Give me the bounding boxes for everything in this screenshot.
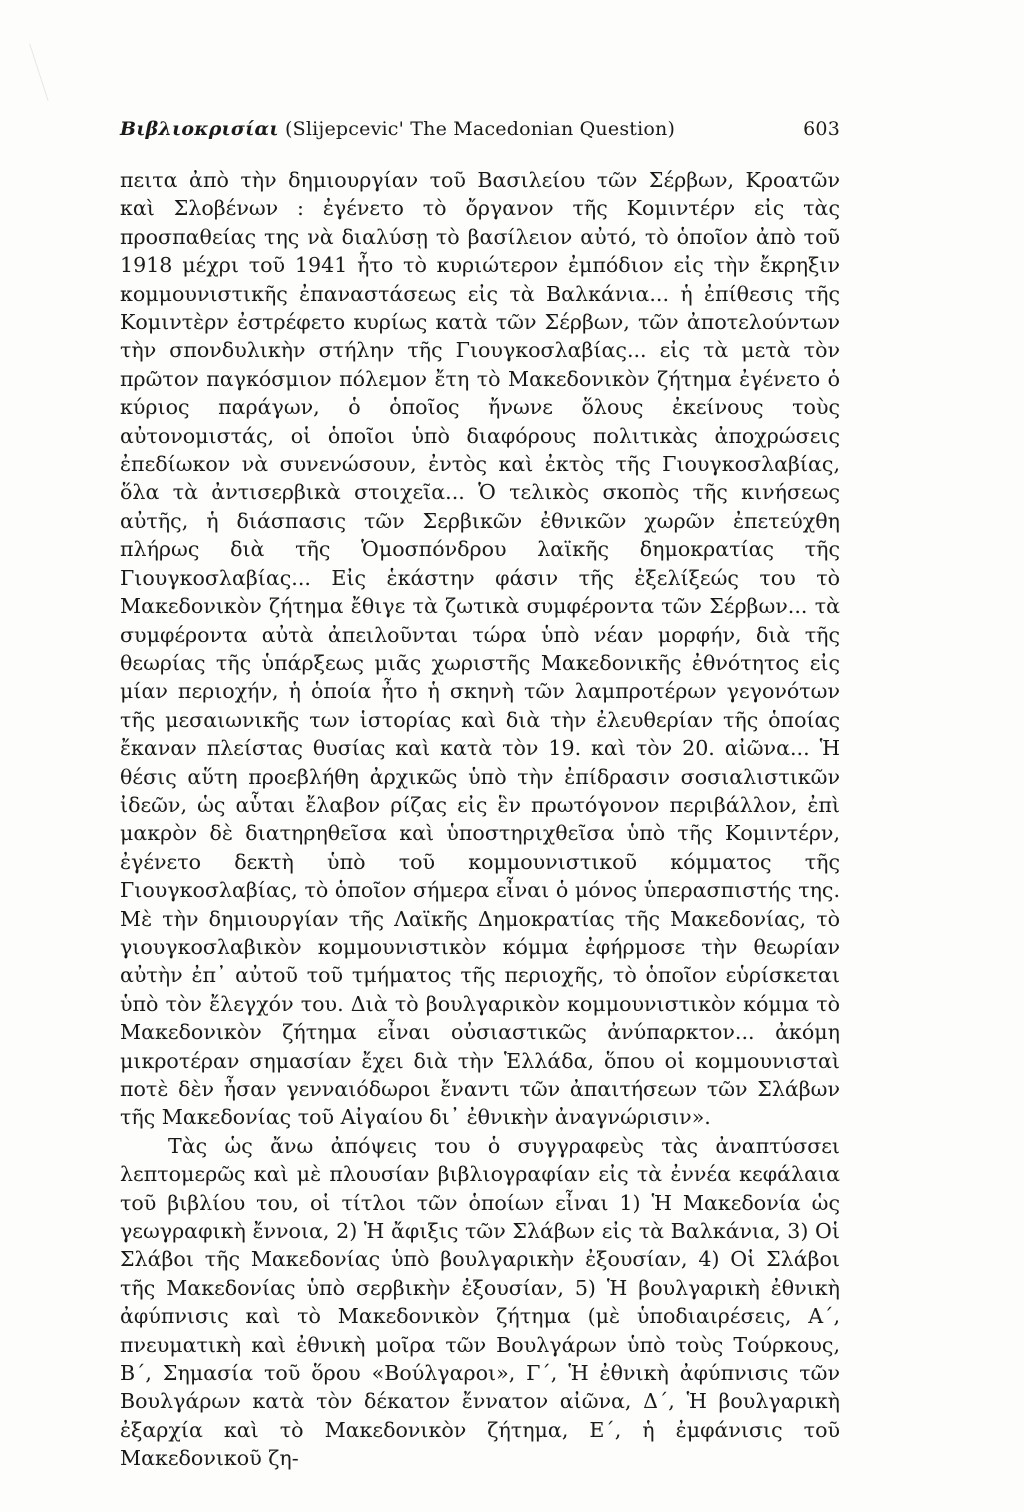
scan-artifact — [29, 39, 62, 101]
header-book-reference: (Slijepcevic' The Macedonian Question) — [285, 118, 676, 140]
running-header — [120, 118, 840, 148]
paragraph-chapter-summary: Τὰς ὡς ἄνω ἀπόψεις του ὁ συγγραφεὺς τὰς ἀναπτύσσει λεπτομερῶς καὶ μὲ πλουσίαν βιβλιογραφίαν εἰς τὰ ἐννέα κεφάλαια τοῦ βιβλίου του, οἱ τίτλοι τῶν ὁποίων εἶναι 1) Ἡ Μακεδονία ὡς γεωγραφικὴ ἔννοια, 2) Ἡ ἄφιξις τῶν Σλάβων εἰς τὰ Βαλκάνια, 3) Οἱ Σλάβοι τῆς Μακεδονίας ὑπὸ βουλγαρικὴν ἐξουσίαν, 4) Οἱ Σλάβοι τῆς Μακεδονίας ὑπὸ σερβικὴν ἐξουσίαν, 5) Ἡ βουλγαρικὴ ἐθνικὴ ἀφύπνισις καὶ τὸ Μακεδονικὸν ζήτημα (μὲ ὑποδιαιρέσεις, Α΄, πνευματικὴ καὶ ἐθνικὴ μοῖρα τῶν Βουλγάρων ὑπὸ τοὺς Τούρκους, Β΄, Σημασία τοῦ ὅρου «Βούλγαροι», Γ΄, Ἡ ἐθνικὴ ἀφύπνισις τῶν Βουλγάρων κατὰ τὸν δέκατον ἔννατον αἰῶνα, Δ΄, Ἡ βουλγαρικὴ ἐξαρχία καὶ τὸ Μακεδονικὸν ζήτημα, Ε΄, ἡ ἐμφάνισις τοῦ Μακεδονικοῦ ζη- — [120, 1133, 840, 1471]
paragraph-quote-continuation: πειτα ἀπὸ τὴν δημιουργίαν τοῦ Βασιλείου τῶν Σέρβων, Κροατῶν καὶ Σλοβένων : ἐγένετο τὸ ὄργανον τῆς Κομιντέρν εἰς τὰς προσπαθείας της νὰ διαλύσῃ τὸ βασίλειον αὐτό, τὸ ὁποῖον ἀπὸ τοῦ 1918 μέχρι τοῦ 1941 ἦτο τὸ κυριώτερον ἐμπόδιον εἰς τὴν ἔκρηξιν κομμουνιστικῆς ἐπαναστάσεως εἰς τὰ Βαλκάνια... ἡ ἐπίθεσις τῆς Κομιντὲρν ἐστρέφετο κυρίως κατὰ τῶν Σέρβων, τῶν ἀποτελούντων τὴν σπονδυλικὴν στήλην τῆς Γιουγκοσλαβίας... εἰς τὰ μετὰ τὸν πρῶτον παγκόσμιον πόλεμον ἔτη τὸ Μακεδονικὸν ζήτημα ἐγένετο ὁ κύριος παράγων, ὁ ὁποῖος ἤνωνε ὅλους ἐκείνους τοὺς αὐτονομιστάς, οἱ ὁποῖοι ὑπὸ διαφόρους πολιτικὰς ἀποχρώσεις ἐπεδίωκον νὰ συνενώσουν, ἐντὸς καὶ ἐκτὸς τῆς Γιουγκοσλαβίας, ὅλα τὰ ἀντισερβικὰ στοιχεῖα... Ὁ τελικὸς σκοπὸς τῆς κινήσεως αὐτῆς, ἡ διάσπασις τῶν Σερβικῶν ἐθνικῶν χωρῶν ἐπετεύχθη πλήρως διὰ τῆς Ὁμοσπόνδρου λαϊκῆς δημοκρατίας τῆς Γιουγκοσλαβίας... Εἰς ἑκάστην φάσιν τῆς ἐξελίξεώς του τὸ Μακεδονικὸν ζήτημα ἔθιγε τὰ ζωτικὰ συμφέροντα τῶν Σέρβων... τὰ συμφέροντα αὐτὰ ἀπειλοῦνται τώρα ὑπὸ νέαν μορφήν, διὰ τῆς θεωρίας τῆς ὑπάρξεως μιᾶς χωριστῆς Μακεδονικῆς ἐθνότητος εἰς μίαν περιοχήν, ἡ ὁποία ἦτο ἡ σκηνὴ τῶν λαμπροτέρων γεγονότων τῆς μεσαιωνικῆς των ἱστορίας καὶ διὰ τὴν ἐλευθερίαν τῆς ὁποίας ἔκαναν πλείστας θυσίας καὶ κατὰ τὸν 19. καὶ τὸν 20. αἰῶνα... Ἡ θέσις αὕτη προεβλήθη ἀρχικῶς ὑπὸ τὴν ἐπίδρασιν σοσιαλιστικῶν ἰδεῶν, ὡς αὗται ἔλαβον ρίζας εἰς ἓν πρωτόγονον περιβάλλον, ἐπὶ μακρὸν δὲ διατηρηθεῖσα καὶ ὑποστηριχθεῖσα ὑπὸ τῆς Κομιντέρν, ἐγένετο δεκτὴ ὑπὸ τοῦ κομμουνιστικοῦ κόμματος τῆς Γιουγκοσλαβίας, τὸ ὁποῖον σήμερα εἶναι ὁ μόνος ὑπερασπιστής της. Μὲ τὴν δημιουργίαν τῆς Λαϊκῆς Δημοκρατίας τῆς Μακεδονίας, τὸ γιουγκοσλαβικὸν κομμουνιστικὸν κόμμα ἐφήρμοσε τὴν θεωρίαν αὐτὴν ἐπ᾿ αὐτοῦ τοῦ τμήματος τῆς περιοχῆς, τὸ ὁποῖον εὑρίσκεται ὑπὸ τὸν ἔλεγχόν του. Διὰ τὸ βουλγαρικὸν κομμουνιστικὸν κόμμα τὸ Μακεδονικὸν ζήτημα εἶναι οὐσιαστικῶς ἀνύπαρκτον... ἀκόμη μικροτέραν σημασίαν ἔχει διὰ τὴν Ἑλλάδα, ὅπου οἱ κομμουνισταὶ ποτὲ δὲν ἦσαν γενναιόδωροι ἔναντι τῶν ἀπαιτήσεων τῶν Σλάβων τῆς Μακεδονίας τοῦ Αἰγαίου δι᾿ ἐθνικὴν ἀναγνώρισιν». — [120, 168, 840, 1130]
body-text — [120, 166, 840, 1473]
page-number: 603 — [803, 118, 840, 140]
header-title — [120, 118, 675, 140]
header-section-title: Βιβλιοκρισίαι — [120, 118, 279, 140]
